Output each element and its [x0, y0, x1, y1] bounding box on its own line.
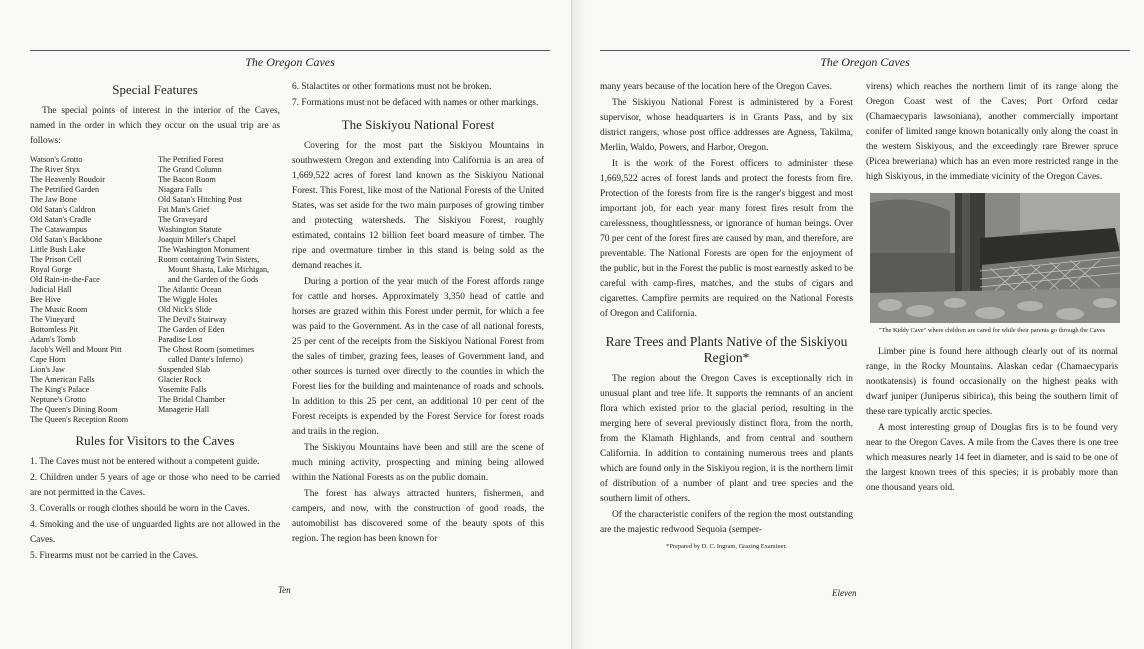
features-list — [30, 155, 280, 425]
rule-item: 2. Children under 5 years of age or those who need to be carried are not permitted in the Caves. — [30, 473, 280, 498]
features-column-2 — [158, 155, 280, 425]
page-eleven — [572, 0, 1144, 649]
rule-item: 5. Firearms must not be carried in the Caves. — [30, 551, 199, 561]
left-column-2 — [292, 80, 544, 548]
feature-item: The Vineyard — [30, 315, 75, 324]
page-number-eleven: Eleven — [832, 588, 857, 598]
feature-item: Lion's Jaw — [30, 365, 65, 374]
feature-item: Fat Man's Grief — [158, 205, 210, 214]
rare-trees-heading: Rare Trees and Plants Native of the Siskiyou Region* — [605, 334, 848, 365]
feature-item: Old Satan's Cradle — [30, 215, 92, 224]
body-paragraph: Limber pine is found here although clearly out of its normal range, in the Rocky Mountains. Alaskan cedar (Chamaecyparis nootkatensis) is found occasionally on the highest peaks with dwarf juniper (Juniperus sibirica), this being the southern limit of these rare typically arctic species. — [866, 347, 1118, 417]
feature-item: The Music Room — [30, 305, 88, 314]
siskiyou-paragraph: Covering for the most part the Siskiyou Mountains in southwestern Oregon and extending into California is an area of 1,669,522 acres of forest land known as the Siskiyou National Forest. This Forest, like most of the National Forests of the United States, was set aside for the two main purposes of growing timber and protecting watersheds. The Siskiyou Forest, roughly estimated, contains 12 billion feet board measure of timber. The ripe and overmature timber in this stand is being sold as the demand reaches it. — [292, 141, 544, 271]
feature-item: Managerie Hall — [158, 405, 210, 414]
special-features-intro: The special points of interest in the interior of the Caves, named in the order in which they occur on the usual trip are as follows: — [30, 106, 280, 146]
feature-item: Neptune's Grotto — [30, 395, 86, 404]
feature-item: Bottomless Pit — [30, 325, 78, 334]
feature-item: Judicial Hall — [30, 285, 72, 294]
feature-item: Glacier Rock — [158, 375, 202, 384]
body-paragraph: virens) which reaches the northern limit of its range along the Oregon Coast west of the Caves; Port Orford cedar (Chamaecyparis lawsoniana), another commercially important conifer of limited range known botanically only along the coast in the western Siskiyous, and the exceedingly rare Brewer spruce (Picea breweriana) which has an even more restricted range in the high Siskiyous, in the immediate vicinity of the Oregon Caves. — [866, 82, 1118, 182]
feature-item: Suspended Slab — [158, 365, 211, 374]
photo-illustration — [870, 193, 1120, 323]
footnote: *Prepared by D. C. Ingram, Grazing Examiner. — [666, 543, 787, 550]
rule-item: 4. Smoking and the use of unguarded lights are not allowed in the Caves. — [30, 520, 280, 545]
running-head-right: The Oregon Caves — [600, 50, 1130, 71]
siskiyou-paragraph: The Siskiyou Mountains have been and still are the scene of much mining activity, prospecting and mining being allowed within the National Forests as on the public domain. — [292, 443, 544, 483]
feature-item: The Ghost Room (sometimes — [158, 345, 255, 354]
rule-item: 3. Coveralls or rough clothes should be worn in the Caves. — [30, 504, 250, 514]
feature-item: The Bridal Chamber — [158, 395, 226, 404]
feature-item: Old Nick's Slide — [158, 305, 212, 314]
running-head-left: The Oregon Caves — [30, 50, 550, 71]
feature-item: The Queen's Reception Room — [30, 415, 129, 424]
feature-item: The American Falls — [30, 375, 95, 384]
page-number-ten: Ten — [278, 585, 291, 595]
feature-item: Little Bush Lake — [30, 245, 86, 254]
feature-item: The Garden of Eden — [158, 325, 225, 334]
feature-item: The Petrified Forest — [158, 155, 224, 164]
rules-heading: Rules for Visitors to the Caves — [75, 433, 235, 448]
rare-trees-paragraph: Of the characteristic conifers of the region the most outstanding are the majestic redwood Sequoia (semper- — [600, 510, 853, 535]
feature-item: Bee Hive — [30, 295, 61, 304]
feature-item: Paradise Lost — [158, 335, 203, 344]
features-column-1 — [30, 155, 152, 425]
feature-item: Adam's Tomb — [30, 335, 76, 344]
feature-item: The Graveyard — [158, 215, 208, 224]
feature-item: The Catawampus — [30, 225, 88, 234]
feature-item: The King's Palace — [30, 385, 90, 394]
feature-item: Old Satan's Backbone — [30, 235, 102, 244]
feature-item: Old Rain-in-the-Face — [30, 275, 100, 284]
feature-item: called Dante's Inferno) — [168, 355, 243, 364]
photo-caption: "The Kiddy Cave" where children are cared for while their parents go through the Caves — [878, 327, 1106, 334]
feature-item: The Atlantic Ocean — [158, 285, 222, 294]
feature-item: The Bacon Room — [158, 175, 216, 184]
feature-item: The Heavenly Boudoir — [30, 175, 106, 184]
feature-item: Old Satan's Caldron — [30, 205, 96, 214]
feature-item: The River Styx — [30, 165, 81, 174]
feature-item: The Wiggle Holes — [158, 295, 218, 304]
left-column-1 — [30, 80, 280, 565]
feature-item: Mount Shasta, Lake Michigan, — [168, 265, 270, 274]
feature-item: The Petrified Garden — [30, 185, 100, 194]
right-column-1 — [600, 80, 853, 554]
feature-item: Royal Gorge — [30, 265, 72, 274]
feature-item: The Washington Monument — [158, 245, 250, 254]
siskiyou-paragraph: The forest has always attracted hunters, fishermen, and campers, and now, with the construction of good roads, the automobilist has discovered some of the beauty spots of this region. The region has been known for — [292, 489, 544, 544]
feature-item: Cape Horn — [30, 355, 66, 364]
rule-item: 6. Stalactites or other formations must not be broken. — [292, 82, 492, 92]
body-paragraph: It is the work of the Forest officers to administer these 1,669,522 acres of forest lands and protect the forests from fire. Protection of the forests from fire is the ranger's biggest and most important job, for each year many forest fires result from the carelessness, thoughtlessness, or ignorance of human beings. Over 70 per cent of the forest fires are caused by man, and therefore, are preventable. The National Forests are open for the enjoyment of the public, but in the Forest the public is most earnestly asked to be careful with camp-fires, matches, and the stubs of cigars and cigarettes. Campfire permits are required on the National Forests of Oregon and California. — [600, 159, 853, 319]
rule-item: 7. Formations must not be defaced with names or other markings. — [292, 98, 539, 108]
rule-item: 1. The Caves must not be entered without a competent guide. — [30, 457, 260, 467]
body-paragraph: The Siskiyou National Forest is administered by a Forest supervisor, whose headquarters is in Grants Pass, and by six district rangers, whose post office addresses are Agness, Takilma, Merlin, Waldo, Powers, and Harbor, Oregon. — [600, 98, 853, 153]
siskiyou-heading: The Siskiyou National Forest — [341, 117, 495, 132]
body-paragraph: A most interesting group of Douglas firs is to be found very near to the Oregon Caves. A mile from the Caves there is one tree which measures nearly 14 feet in diameter, and is said to be one of the largest known trees of this species; it is probably more than one thousand years old. — [866, 423, 1118, 493]
feature-item: The Prison Cell — [30, 255, 82, 264]
gutter-shadow — [572, 0, 586, 649]
rules-list-a — [30, 455, 280, 564]
feature-item: The Devil's Stairway — [158, 315, 227, 324]
right-column-2 — [866, 80, 1118, 497]
kiddy-cave-photo — [870, 193, 1120, 323]
feature-item: Old Satan's Hitching Post — [158, 195, 243, 204]
siskiyou-paragraph: During a portion of the year much of the Forest affords range for cattle and horses. Approximately 3,350 head of cattle and horses are grazed within this Forest under permit, for which a fee was paid to the Government. As in the case of all national forests, 25 per cent of the receipts from the Siskiyou National Forest from the sales of timber, grazing fees, leases of Government land, and other sources is turned over directly to the counties in which the Forest lies for the building and maintenance of roads and schools. In addition to this 25 per cent, an additional 10 per cent of the Forest receipts is expended by the Forest Service for forest roads and trails in the region. — [292, 277, 544, 437]
feature-item: Niagara Falls — [158, 185, 202, 194]
feature-item: Washington Statute — [158, 225, 222, 234]
feature-item: and the Garden of the Gods — [168, 275, 259, 284]
special-features-heading: Special Features — [112, 82, 198, 97]
feature-item: Joaquin Miller's Chapel — [158, 235, 236, 244]
rare-trees-paragraph: The region about the Oregon Caves is exceptionally rich in unusual plant and tree life. It supports the remnants of an ancient flora which existed prior to the glacial period, resulting in the merging here of several previously distinct flora, from the north, from the Klamath Highlands, and from central and southern California. In addition to containing numerous trees and plants which are found only in the Siskiyou region, it is the northern limit of distribution of a number of plant and tree species and the southern limit of others. — [600, 374, 853, 504]
body-paragraph: many years because of the location here of the Oregon Caves. — [600, 82, 832, 92]
feature-item: The Queen's Dining Room — [30, 405, 118, 414]
feature-item: Yosemite Falls — [158, 385, 207, 394]
feature-item: The Grand Column — [158, 165, 222, 174]
feature-item: The Jaw Bone — [30, 195, 77, 204]
feature-item: Room containing Twin Sisters, — [158, 255, 260, 264]
rules-list-b — [292, 80, 544, 111]
feature-item: Watson's Grotto — [30, 155, 83, 164]
feature-item: Jacob's Well and Mount Pitt — [30, 345, 122, 354]
